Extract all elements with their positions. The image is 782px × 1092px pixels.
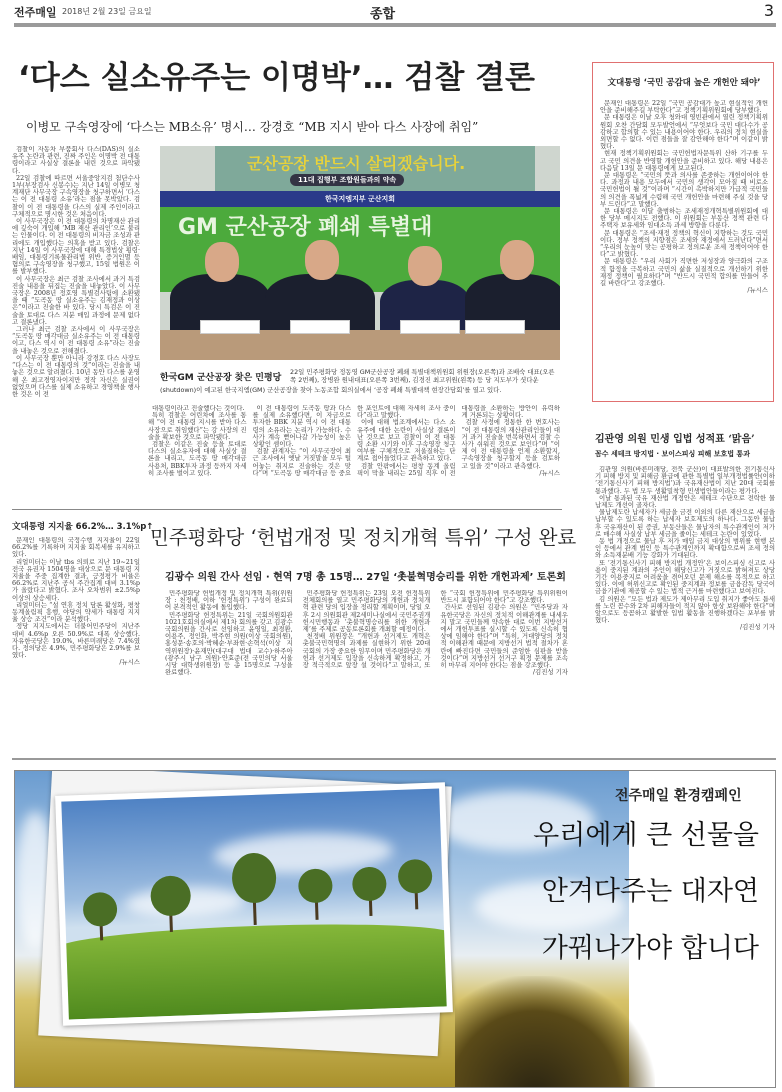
tree: [83, 892, 118, 927]
ad-campaign-title: 전주매일 환경캠페인: [615, 788, 742, 804]
main-article-left-column: [12, 146, 140, 503]
party-article-body: [165, 590, 568, 752]
poll-article-body: [12, 537, 140, 752]
tree: [352, 866, 387, 901]
paragraph: 동 법 개정으로 물납 후 저가 매입 금지 대상의 범위를 현행 본인 등에서 관계 법인 등 특수관계인까지 확대함으로써 조세 정의와 소득재분배 기능 강화가 기대된다.: [595, 537, 775, 560]
paragraph: 검찰 관계자는 “이 사무국장이 최근 조사에서 옛날 거짓말을 모두 털어놓는 취지로 진술하는 것은 맞다”며 “도곡동 땅 매각대금 등 중요한 포인트에 대해 자세히 조사 중이다”라고 말했다.: [252, 405, 456, 477]
paragraph: 대통령이라고 진술했다는 것이다.: [152, 405, 245, 412]
party-article-subhead: 김광수 의원 간사 선임 · 현역 7명 총 15명… 27일 ‘촛불혁명승리를 위한 개헌과제’ 토론회: [165, 572, 566, 583]
paragraph: 문재인 대통령은 22일 “국민 공감대가 높고 현실적인 개헌안을 준비해주길 부탁한다”고 정책기획위원회에 당부했다.: [600, 100, 768, 115]
person-head: [305, 240, 339, 280]
issue-date: 2018년 2월 23일 금요일: [62, 7, 152, 16]
name-plate: [400, 320, 460, 334]
paragraph: 검찰이 자동차 부품회사 다스(DAS)의 실소유주 논란과 관련, 진짜 주인은 이명박 전 대통령이라고 사실상 결론을 내린 것으로 파악됐다.: [12, 146, 140, 175]
paragraph: 간사로 선임된 김광수 의원은 “민주당과 자유한국당은 자신의 정치적 이해관계를 내세우지 말고 국민들께 약속한 대로 이번 지방선거에서 개헌투표를 실시할 수 있도록 신속히 협상에 임해야 한다”며 “특히, 거대양당의 정치적 이해관계 때문에 지방선거 법적 절차가 혼란에 빠진다면 국민들의 준엄한 심판을 받을 것이다”며 지방선거 선거구 획정 문제를 조속히 마무리 지어야 한다는 점을 강조했다.: [440, 603, 568, 670]
photo-banner-green: GM 군산공장 폐쇄 특별대: [160, 207, 560, 292]
ad-slogan-line: 가꿔나가야 합니다: [541, 933, 759, 964]
paragraph: 이 사무국장은 최근 검찰 조사에서 과거 특검 진술 내용을 뒤집는 진술을 내놓았다. 이 사무국장은 2008년 정호영 특별검사팀에 소환됐을 때 “도곡동 땅 실소유주는 김재정과 이상은”이라고 진술한 바 있다. 당시 특검은 이 진술을 토대로 다스 지분 매입 과정에 문제 없다고 결론냈다.: [12, 274, 140, 326]
paragraph: 문 대통령은 “우리 사회가 직면한 저성장과 양극화의 구조적 함정을 극복하고 국민의 삶을 실질적으로 개선하기 위한 재정 정책이 필요하다”며 “반드시 국민적 합의를 만들어 주길 바란다”고 강조했다.: [600, 257, 768, 288]
photo-banner-union: 한국지엠지부 군산지회: [160, 191, 560, 207]
ad-slogan-line: 우리에게 큰 선물을: [533, 820, 759, 851]
photo-caption-title: 한국GM 군산공장 찾은 민평당: [160, 373, 282, 383]
person-head: [500, 240, 534, 280]
paragraph: 검찰은 이같은 진술 등을 토대로 다스의 실소유자에 대해 사실상 결론을 내리고, 도곡동 땅 매각대금 사용처, BBK투자 과정 등까지 자세히 조사를 벌이고 있다.: [148, 440, 247, 477]
paragraph: 리얼미터는 이날 tbs 의뢰로 지난 19~21일 전국 유권자 1504명을 대상으로 문 대통령 지지율을 주중 집계한 결과, 긍정평가 비율은 66.2%로 지난주 공식 주간집계 대비 3.1%p가 올랐다고 밝혔다. 조사 오차범위 ±2.5%p 이상의 상승세다.: [12, 557, 140, 602]
photo-caption-continued: (shutdown)이 예고된 한국지엠(GM) 군산공장을 찾아 노동조합 회의실에서 ‘공장 폐쇄 특별대책 현장간담회’를 열고 있다.: [160, 386, 502, 394]
paragraph: 리얼미터는 “설 연휴 정치 담론 활성화, 평창동계올림픽 흥행, 야당의 약세가 대통령 지지율 상승 조건”이라 분석했다.: [12, 600, 140, 624]
paragraph: 천정배 위원장은 “개헌과 선거제도 개혁은 촛불국민혁명의 과제를 실현하기 위한 20대 국회의 가장 중요한 임무이며 민주평화당은 개헌과 선거제도 입장을 신속하게 확정하고, 가장 적극적으로 앞장 설 것이다”고 말하고, 또한 “국회 헌정특위에 민주평화당 특위위원이 반드시 포함되어야 한다”고 강조했다.: [302, 590, 568, 670]
paragraph: 김 의원은 “모든 법과 제도가 제아무리 도입 취지가 좋아도 틈새를 노린 꼼수와 2차 피해자들이 적지 않아 항상 보완해야 한다”며 앞으로도 등꼼하고 활발한 입법 활동을 진행하겠다는 포부를 밝혔다.: [595, 594, 775, 625]
paragraph: 문 대통령은 이날 오후 청와대 영빈관에서 열린 정책기획위원회 오찬 간담회 모두발언에서 “무엇보다 국민 대다수가 공감하고 합의할 수 있는 내용이어야 한다. 우리의 정치 현실을 외면할 수 없다. 이런 점들을 잘 감안해야 한다”며 이같이 밝혔다.: [600, 113, 768, 151]
paragraph: 이 사무국장 뿐만 아니라 강경호 다스 사장도 “다스는 이 전 대통령의 것”이라는 진술을 내놓은 것으로 알려졌다. 10년 동안 다스를 운영해 온 최고경영자이지만 정작 자신은 실권이 없었으며 다스를 실제 소유하고 경영책을 행사한 것은 이 전: [12, 353, 140, 398]
paragraph: 정당 지지도에서는 더불어민주당이 지난주 대비 4.6%p 오른 50.9%로 대폭 상승했다. 자유한국당은 19.0%, 바른미래당은 7.4%였다. 정의당은 4.9%, 민주평화당은 2.9%를 보였다.: [12, 622, 140, 660]
paragraph: 22일 검찰에 따르면 서울중앙지검 첨단수사1부(부장검사 신봉수)는 지난 14일 이병모 청계재단 사무국장 구속영장을 청구하면서 ‘다스는 이 전 대통령 소유’라는 점을 못박았다. 검찰이 이 전 대통령을 다스의 실제 주인이라고 구체적으로 명시한 것은 처음이다.: [12, 173, 140, 218]
paragraph: 민주평화당 헌법개정 및 정치개혁 특위(위원장 : 천정배, 이하 ‘헌정특위’) 구성이 완료되어 본격적인 활동에 돌입했다.: [165, 590, 293, 612]
paragraph: 특히 검찰은 어린차에 조사를 통해 “이 전 대통령 지시를 받아 다스 사장으로 취임했다”는 강 사장의 진술을 확보한 것으로 파악됐다.: [148, 411, 247, 441]
paragraph: 문 대통령은 이달 출범하는 조세재정개혁특별위원회에 대한 당부 메시지도 전했다. 이 위원회는 부동산 정책 관련 다주택자 보유세와 임대소득 과세 방향을 다룬다.: [600, 207, 768, 230]
paragraph: 또 ‘전기통신사기 피해 방지법 개정안’은 보이스피싱 신고로 사용이 중지된 계좌의 주인이 해당신고가 거짓으로 밝혀져도 상당기간 이용중지로 어려움을 겪어오던 문제 해소를 목적으로 하고 있다. 이에 허위신고로 확인된 중지계좌 정보를 금융감독 당국이 금융기관에 제공할 수 있는 법적 근거를 마련했다고 보여진다.: [595, 558, 775, 596]
divider: [12, 509, 562, 510]
ad-slogan-line: 안겨다주는 대자연: [541, 876, 759, 907]
sidebar-box-title: 文대통령 ‘국민 공감대 높은 개헌안 돼야’: [607, 78, 761, 88]
paragraph: 민주평화당 헌정특위는 23일 오전 헌정특위 전체회의를 열고 민주평화당의 개헌과 정치개혁 관련 당의 입장을 정리할 계획이며, 당일 오후 2시 의원회관 제2세미나실에서 국민주권개헌시민행동과 ‘촛불혁명승리를 위한 개헌과제’를 주제로 공동토론회를 개최할 예정이다.: [302, 590, 431, 634]
photo-banner-top: [215, 146, 535, 191]
paragraph: 그러나 최근 검찰 조사에서 이 사무국장은 “도곡동 땅 매각대금 실소유주는 이 전 대통령이고, 다스 역시 이 전 대통령 소유”라는 진술을 내놓은 것으로 전해졌다.: [12, 325, 140, 355]
sidebar-article-title: 김관영 의원 민생 입법 성적표 ‘맑음’: [595, 434, 755, 445]
environment-campaign-ad: [14, 770, 776, 1088]
section-title: 종합: [370, 7, 396, 22]
name-plate: [290, 320, 350, 334]
paragraph: 이 사무국장은 이 전 대통령의 차명재산 관리에 깊숙이 개입해 ‘MB 재산 관리인’으로 불리는 인물이다. 이 전 대통령의 비자금 조성과 관리에도 개입했다는 의혹을 받고 있다. 검찰은 지난 14일 이 사무국장에 대해 특경법상 횡령·배임, 대통령기록물관리법 위반, 증거인멸 등 혐의로 구속영장을 청구했고, 15일 법원은 이를 발부했다.: [12, 217, 140, 276]
sidebar-article-body: [595, 466, 775, 751]
sidebar-box-body: [600, 100, 768, 398]
masthead-logo: 전주매일: [14, 6, 57, 19]
byline: /뉴시스: [119, 658, 140, 667]
divider: [12, 758, 776, 760]
sidebar-article-subtitle: 꼼수 세테크 방지법 · 보이스피싱 피해 보호법 통과: [595, 450, 750, 458]
paragraph: 이 전 대통령이 도곡동 땅과 다스를 실제 소유했다면, 이 자금으로 투자한 BBK 지분 역시 이 전 대통령의 소유라는 논리가 가능하다. 수사가 계속 뻗어나갈 가능성이 높은 상황인 셈이다.: [252, 405, 351, 449]
page-number: 3: [763, 1, 774, 20]
poll-article-title: 文대통령 지지율 66.2%… 3.1%p↑: [12, 522, 154, 532]
main-article-columns: [148, 405, 560, 506]
person-head: [205, 242, 239, 282]
paragraph: 문 대통령은 “조세·재정 정책의 혁신이 지향하는 것도 국민이다. 정부 정책의 지향점은 조세와 재정에서 드러난다”면서 “우리의 눈높이 맞는 공평하고 정의로운 조세 정책이어야 한다”고 밝혔다.: [600, 228, 768, 259]
byline: /뉴시스: [747, 286, 768, 295]
party-article-headline: 민주평화당 ‘헌법개정 및 정치개혁 특위’ 구성 완료: [150, 526, 577, 549]
paragraph: 이에 대해 법조계에서는 다스 소유주에 대한 논란이 사실상 결론이 난 것으로 보고 검찰이 이 전 대통령 소환 시기와 이후 구속영장 청구 여부를 구체적으로 저울질하는 단계로 접어들었다고 관측하고 있다.: [357, 418, 456, 463]
grass-field: [61, 919, 446, 1020]
main-headline: ‘다스 실소유주는 이명박’… 검찰 결론: [18, 60, 535, 96]
banner-subtext: 11대 집행부 조합원들과의 약속: [290, 174, 404, 186]
tree: [398, 859, 433, 894]
photo-caption: 22일 민주평화당 정동영 GM군산공장 폐쇄 특별대책위원회 위원장(오른쪽)과 조배숙 대표(오른쪽 2번째), 장병완 원내대표(오른쪽 3번째), 김경진 최고위원(왼쪽) 등 당 지도부가 셧다운: [290, 368, 555, 384]
photo-table: [160, 330, 560, 360]
banner-text: 군산공장 반드시 살리겠습니다.: [247, 154, 466, 173]
name-plate: [200, 320, 260, 334]
paragraph: 물납제도란 납세자가 세금을 금전 이외의 다른 재산으로 세금을 납부할 수 있도록 하는 납세자 보호제도의 하나다. 그동안 물납 후 국유재산이 된 증권, 부동산들은 물납자의 특수관계인이 저가로 매수해 사실상 납부 세금을 줄이는 세테크 논란이 있었다.: [595, 508, 775, 538]
byline: /뉴시스: [539, 468, 560, 477]
paragraph: 민주평화당 헌정특위는 21일 국회의원회관 1021호회의실에서 제1차 회의를 갖고 김광수 국회의원을 간사로 선임하고 윤영일, 최경환, 이용주, 정인화, 박주현 의원(이상 국회의원), 홍성문·송호의·박혜순·부좌현·손혁석(이상 지역위원장)·윤재만(대구대 법대 교수)·하주아(광주시 남구 의원)·안효준(전 국민의당 서울시당 대학생위원장) 등 총 15명으로 구성을 완료했다.: [165, 610, 293, 677]
paragraph: 검찰 안팎에서는 평창 동계 올림픽이 막을 내리는 25일 직후 이 전 대통령을 소환하는 방안이 유력하게 거론되는 상황이다.: [357, 405, 560, 477]
paragraph: 문재인 대통령의 국정수행 지지율이 22일 66.2%를 기록하며 지지율 회복세를 유지하고 있다.: [12, 537, 140, 559]
tree: [298, 868, 333, 903]
paragraph: 이날 통과된 국유 재산법 개정안은 세테크 수단으로 전락한 물납제도 개선이 골자다.: [595, 493, 775, 510]
person-head: [408, 246, 442, 286]
paragraph: 현재 정책기획위원회는 국민헌법자문특위 산하 기구를 두고 국민 의견을 반영할 개헌안을 준비하고 있다. 해당 내용은 다음달 13일 문 대통령에게 보고된다.: [600, 149, 768, 172]
tree: [231, 852, 277, 904]
main-subhead: 이병모 구속영장에 ‘다스는 MB소유’ 명시… 강경호 “MB 지시 받아 다스 사장에 취임”: [26, 120, 479, 134]
paragraph: 문 대통령은 “국민의 뜻과 의사를 존중하는 개헌이어야 한다. 과정과 내용 모두에서 국민의 생각이 모아질 때 비로소 국민헌법이 될 것”이라며 “시간이 촉박하지만 가급적 국민들의 의견을 폭넓게 수렴해 국민 개헌안을 마련해 주실 것을 당부 드린다”고 말했다.: [600, 171, 768, 208]
paragraph: 검찰 사정에 정통한 한 변호사는 “이 전 대통령의 재산관리인들이 대거 과거 진술을 번복하면서 검찰 수사가 쉬워진 것으로 보인다”며 “이제 이 전 대통령을 언제 소환할지, 구속영장을 청구할지 등을 검토하고 있을 것”이라고 관측했다.: [461, 418, 560, 470]
news-photo: [160, 146, 560, 360]
byline: /김진성 기자: [532, 668, 568, 677]
byline: /김진성 기자: [739, 623, 775, 632]
header-rule: [14, 23, 776, 27]
name-plate: [465, 320, 525, 334]
ad-photo-frame: [55, 782, 453, 1025]
paragraph: 김관영 의원(바른미래당, 전북 군산)이 대표발의한 전기통신사기 피해 방지 및 피해금 환급에 관한 특별법 일부개정법률안(이하 ‘전기통신사기 피해 방지법’)과 국유재산법이 지난 20대 국회를 통과했다. 두 법 모두 생활밀착형 민생법안들이라는 평가다.: [595, 466, 775, 495]
